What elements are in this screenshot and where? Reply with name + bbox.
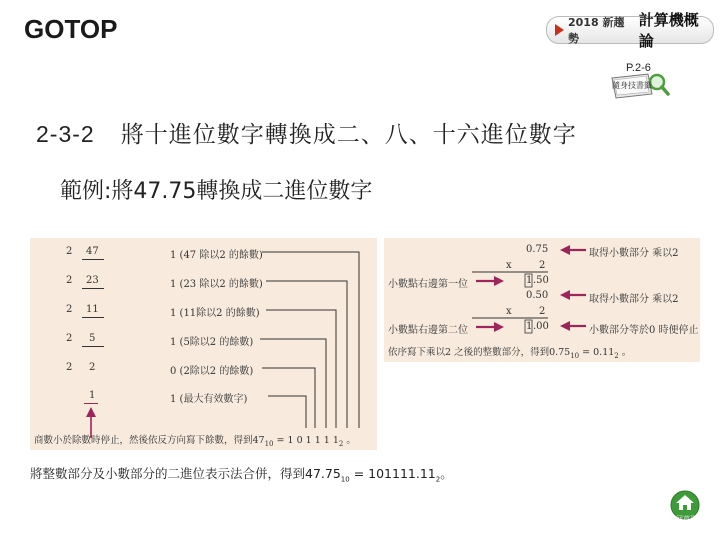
times-sign: x bbox=[506, 260, 512, 271]
fraction-rest-1: .50 bbox=[533, 275, 549, 286]
remainder-note: 1 (最大有效數字) bbox=[170, 394, 248, 405]
first-digit-label: 小數點右邊第一位 bbox=[388, 279, 468, 290]
fraction-value-1: 0.75 bbox=[526, 244, 549, 255]
quotient: 11 bbox=[86, 304, 99, 315]
badge-year: 2018 新趨勢 bbox=[568, 16, 625, 45]
divisor: 2 bbox=[66, 275, 73, 286]
integer-digit-2: 1 bbox=[526, 321, 533, 332]
book-label: 隨身技書籤 bbox=[612, 81, 652, 90]
remainder-note: 0 (2除以2 的餘數) bbox=[170, 366, 254, 377]
quotient: 47 bbox=[86, 246, 99, 257]
fraction-value-2: 0.50 bbox=[526, 290, 549, 301]
integer-footer: 商數小於除數時停止，然後依反方向寫下餘數，得到$47_{10} = 1$ 0 1 1 1 $1_2$ 。 bbox=[34, 435, 356, 448]
fraction-rest-2: .00 bbox=[533, 321, 549, 332]
logo-text: GOTOP bbox=[24, 14, 118, 44]
book-title-badge bbox=[546, 11, 714, 50]
remainder-note: 1 (23 除以2 的餘數) bbox=[170, 279, 263, 290]
play-triangle-icon bbox=[555, 24, 564, 36]
section-title: 將十進位數字轉換成二、八、十六進位數字 bbox=[120, 121, 577, 147]
divisor: 2 bbox=[66, 333, 73, 344]
remainder-connector-lines bbox=[30, 238, 377, 450]
example-title: 範例:將47.75轉換成二進位數字 bbox=[60, 179, 373, 204]
gotop-logo[interactable] bbox=[24, 14, 117, 45]
quotient: 2 bbox=[89, 362, 96, 373]
integer-digit-1: 1 bbox=[526, 275, 533, 286]
section-heading bbox=[36, 116, 577, 149]
page-reference: P.2-6 bbox=[626, 62, 651, 74]
home-label: 回首頁 bbox=[676, 515, 697, 523]
divisor: 2 bbox=[66, 304, 73, 315]
remainder-note: 1 (5除以2 的餘數) bbox=[170, 337, 254, 348]
fraction-note-2: 取得小數部分 乘以2 bbox=[589, 294, 679, 305]
remainder-note: 1 (11除以2 的餘數) bbox=[170, 308, 260, 319]
multiplier: 2 bbox=[539, 306, 546, 317]
conclusion-text: 將整數部分及小數部分的二進位表示法合併，得到$47.75_{10} = 101111.11_2$。 bbox=[30, 466, 453, 484]
section-number: 2-3-2 bbox=[36, 121, 95, 147]
quotient: 5 bbox=[89, 333, 96, 344]
second-digit-label: 小數點右邊第二位 bbox=[388, 325, 468, 336]
fraction-footer: 依序寫下乘以2 之後的整數部分，得到$0.75_{10} = 0.11_2$ 。 bbox=[388, 347, 632, 360]
quotient: 23 bbox=[86, 275, 99, 286]
remainder-note: 1 (47 除以2 的餘數) bbox=[170, 250, 263, 261]
divisor: 2 bbox=[66, 246, 73, 257]
times-sign: x bbox=[506, 306, 512, 317]
quotient: 1 bbox=[89, 390, 96, 401]
badge-title: 計算機概論 bbox=[638, 11, 699, 50]
fraction-note-3: 小數部分等於0 時便停止 bbox=[589, 325, 699, 336]
divisor: 2 bbox=[66, 362, 73, 373]
fraction-conversion-panel bbox=[384, 238, 700, 362]
fraction-note-1: 取得小數部分 乘以2 bbox=[589, 248, 679, 259]
multiplier: 2 bbox=[539, 260, 546, 271]
integer-conversion-panel bbox=[30, 238, 377, 450]
